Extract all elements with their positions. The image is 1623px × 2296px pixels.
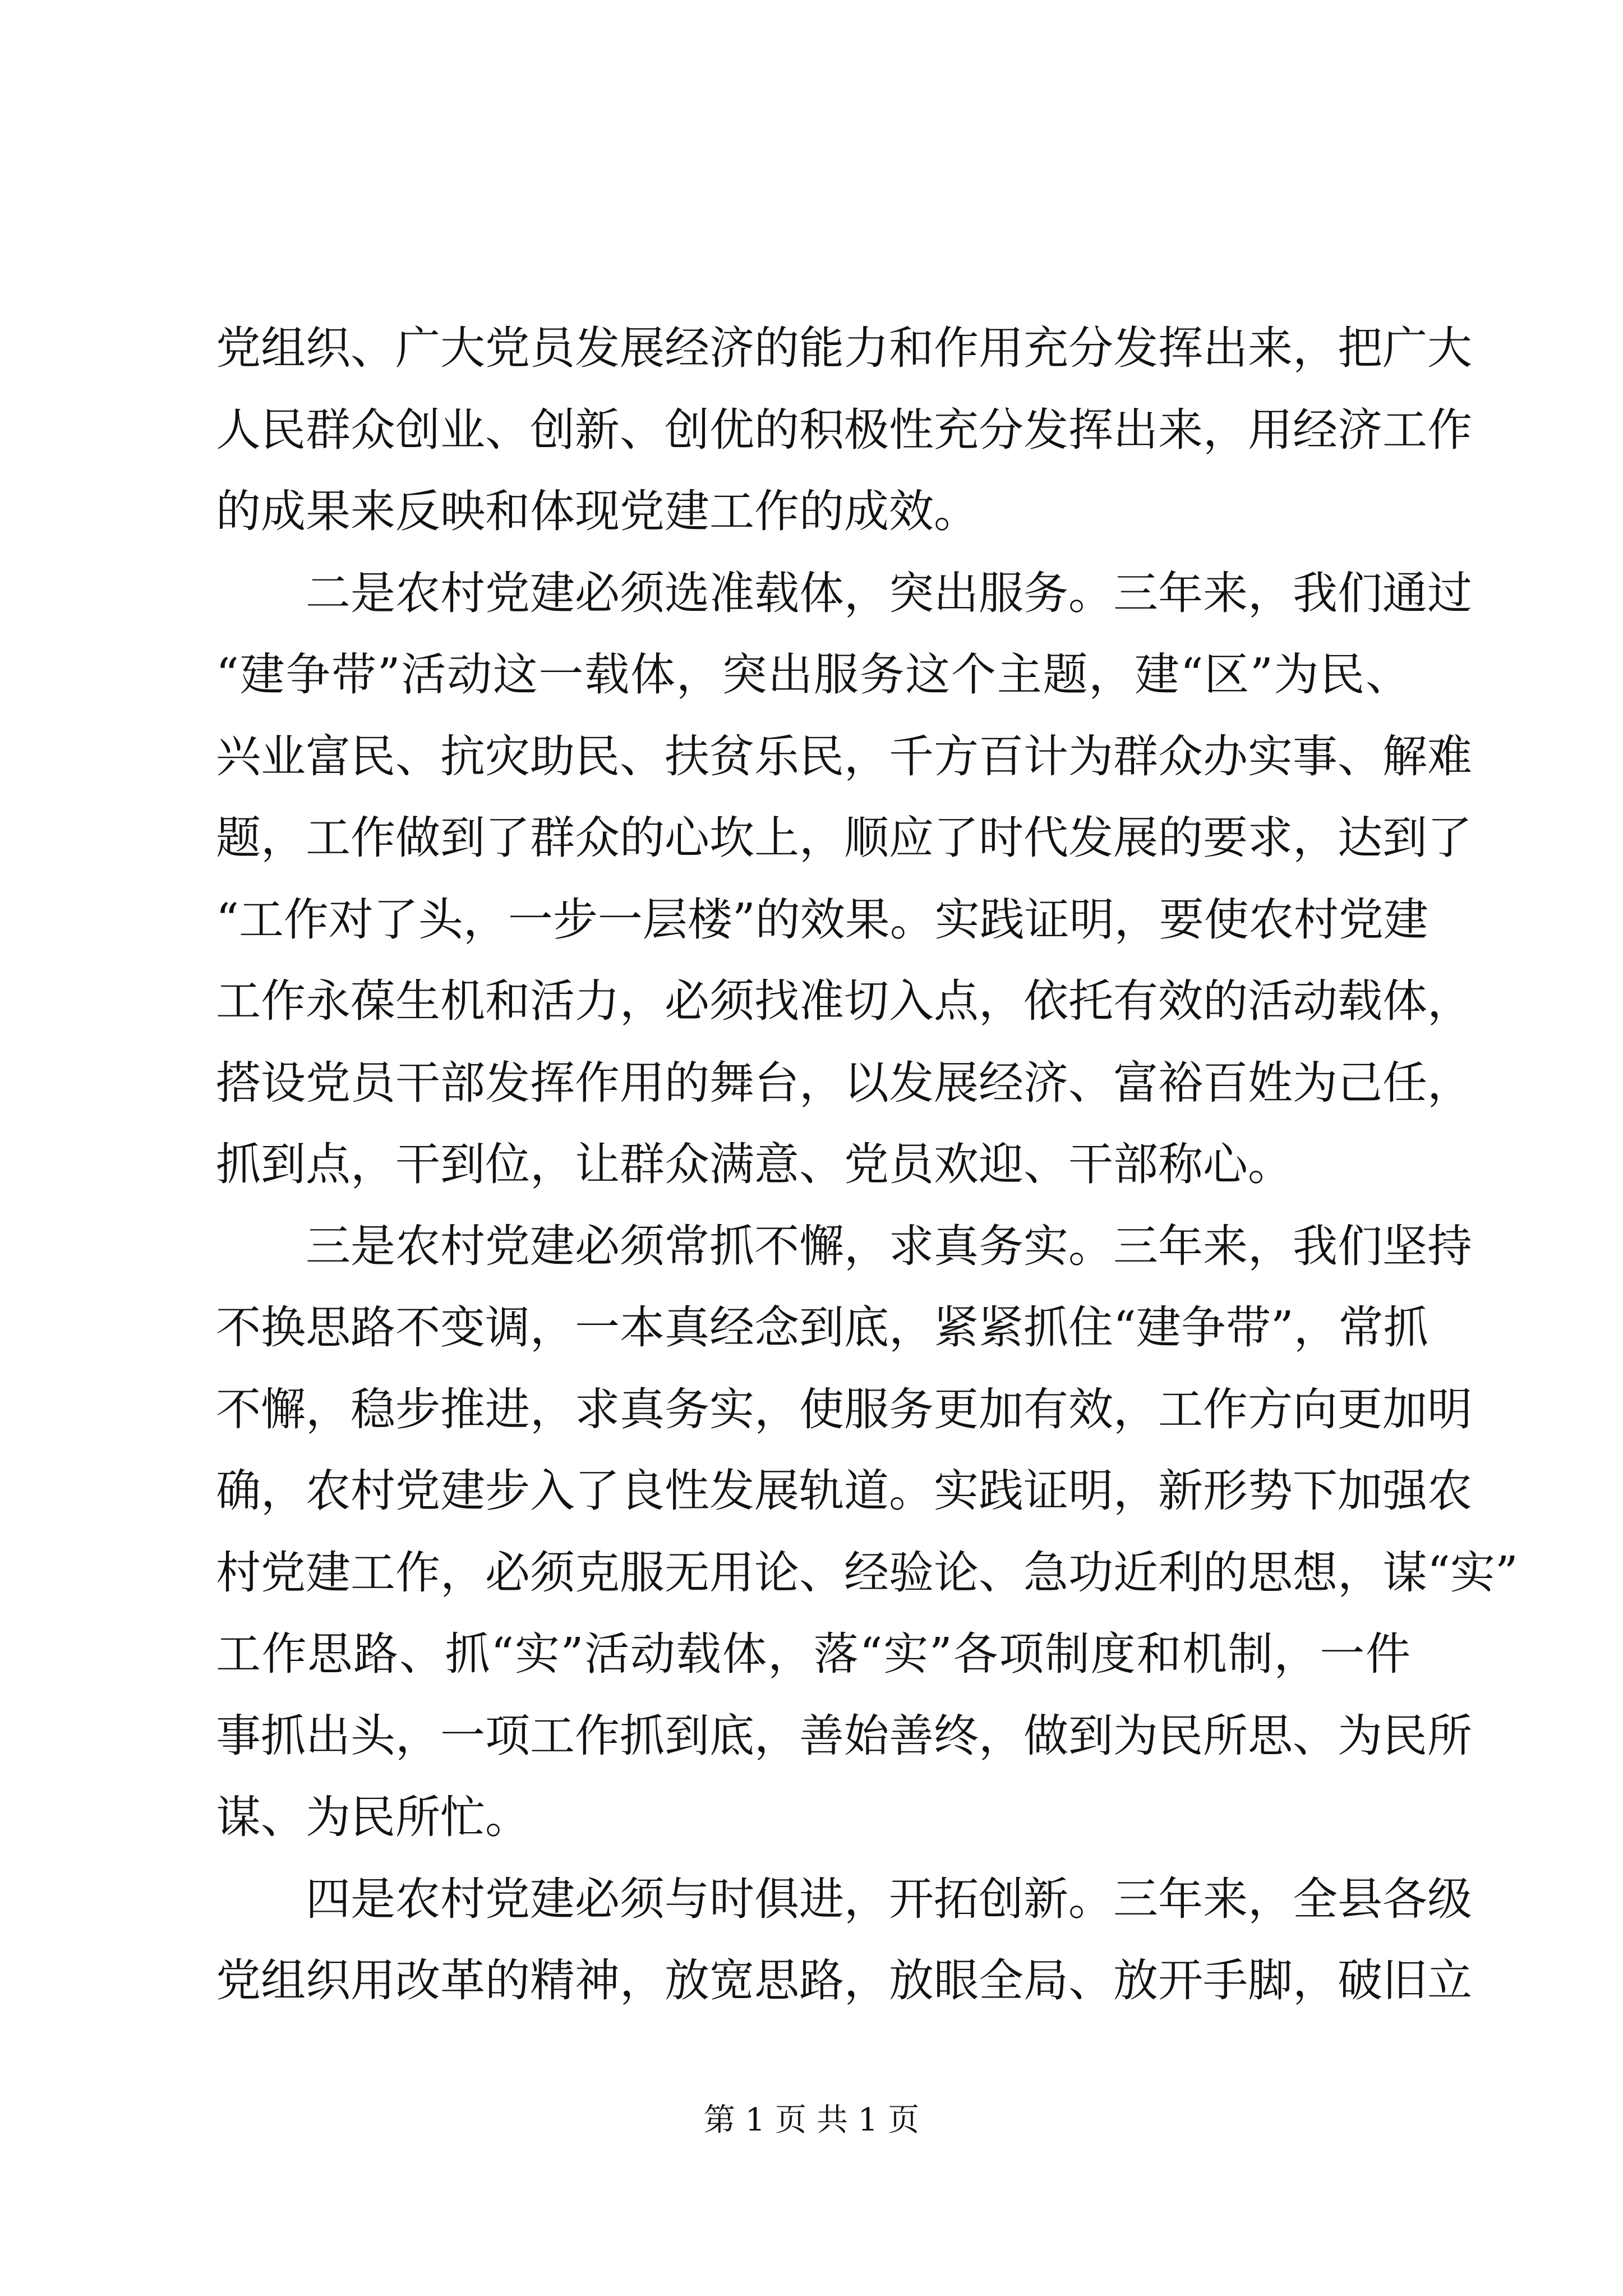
text-line: 党组织用改革的精神，放宽思路，放眼全局、放开手脚，破旧立 [216, 1954, 1472, 2007]
text-line: 党组织、广大党员发展经济的能力和作用充分发挥出来，把广大 [216, 322, 1472, 374]
text-line: 二是农村党建必须选准载体，突出服务。三年来，我们通过 [306, 567, 1472, 619]
page-number-footer: 第 1 页 共 1 页 [703, 2102, 920, 2138]
text-line: 兴业富民、抗灾助民、扶贫乐民，千方百计为群众办实事、解难 [216, 730, 1472, 783]
text-line: 不换思路不变调，一本真经念到底，紧紧抓住“建争带”，常抓 [216, 1301, 1428, 1354]
text-line: 村党建工作，必须克服无用论、经验论、急功近利的思想，谋“实” [216, 1546, 1518, 1599]
text-line: “工作对了头，一步一层楼”的效果。实践证明，要使农村党建 [216, 893, 1428, 946]
text-line: 确，农村党建步入了良性发展轨道。实践证明，新形势下加强农 [216, 1465, 1472, 1517]
paragraph-1 [216, 307, 1472, 553]
text-line: 事抓出头，一项工作抓到底，善始善终，做到为民所思、为民所 [216, 1709, 1472, 1762]
text-line: 谋、为民所忙。 [216, 1791, 530, 1843]
text-line: 三是农村党建必须常抓不懈，求真务实。三年来，我们坚持 [306, 1220, 1472, 1272]
text-line: 工作思路、抓“实”活动载体，落“实”各项制度和机制，一件 [216, 1628, 1410, 1680]
text-line: 不懈，稳步推进，求真务实，使服务更加有效，工作方向更加明 [216, 1383, 1472, 1435]
text-line: 的成果来反映和体现党建工作的成效。 [216, 485, 979, 537]
text-line: 题，工作做到了群众的心坎上，顺应了时代发展的要求，达到了 [216, 812, 1472, 864]
paragraph-4 [216, 1858, 1472, 2022]
paragraph-2 [216, 553, 1472, 1205]
text-line: 工作永葆生机和活力，必须找准切入点，依托有效的活动载体， [216, 975, 1472, 1027]
text-line: 搭设党员干部发挥作用的舞台，以发展经济、富裕百姓为己任， [216, 1056, 1472, 1109]
text-line: 人民群众创业、创新、创优的积极性充分发挥出来，用经济工作 [216, 403, 1472, 456]
text-line: “建争带”活动这一载体，突出服务这个主题，建“区”为民、 [216, 648, 1410, 701]
text-line: 四是农村党建必须与时俱进，开拓创新。三年来，全县各级 [306, 1872, 1472, 1925]
document-body [216, 307, 1518, 2022]
text-line: 抓到点，干到位，让群众满意、党员欢迎、干部称心。 [216, 1138, 1293, 1190]
paragraph-3 [216, 1205, 1518, 1858]
